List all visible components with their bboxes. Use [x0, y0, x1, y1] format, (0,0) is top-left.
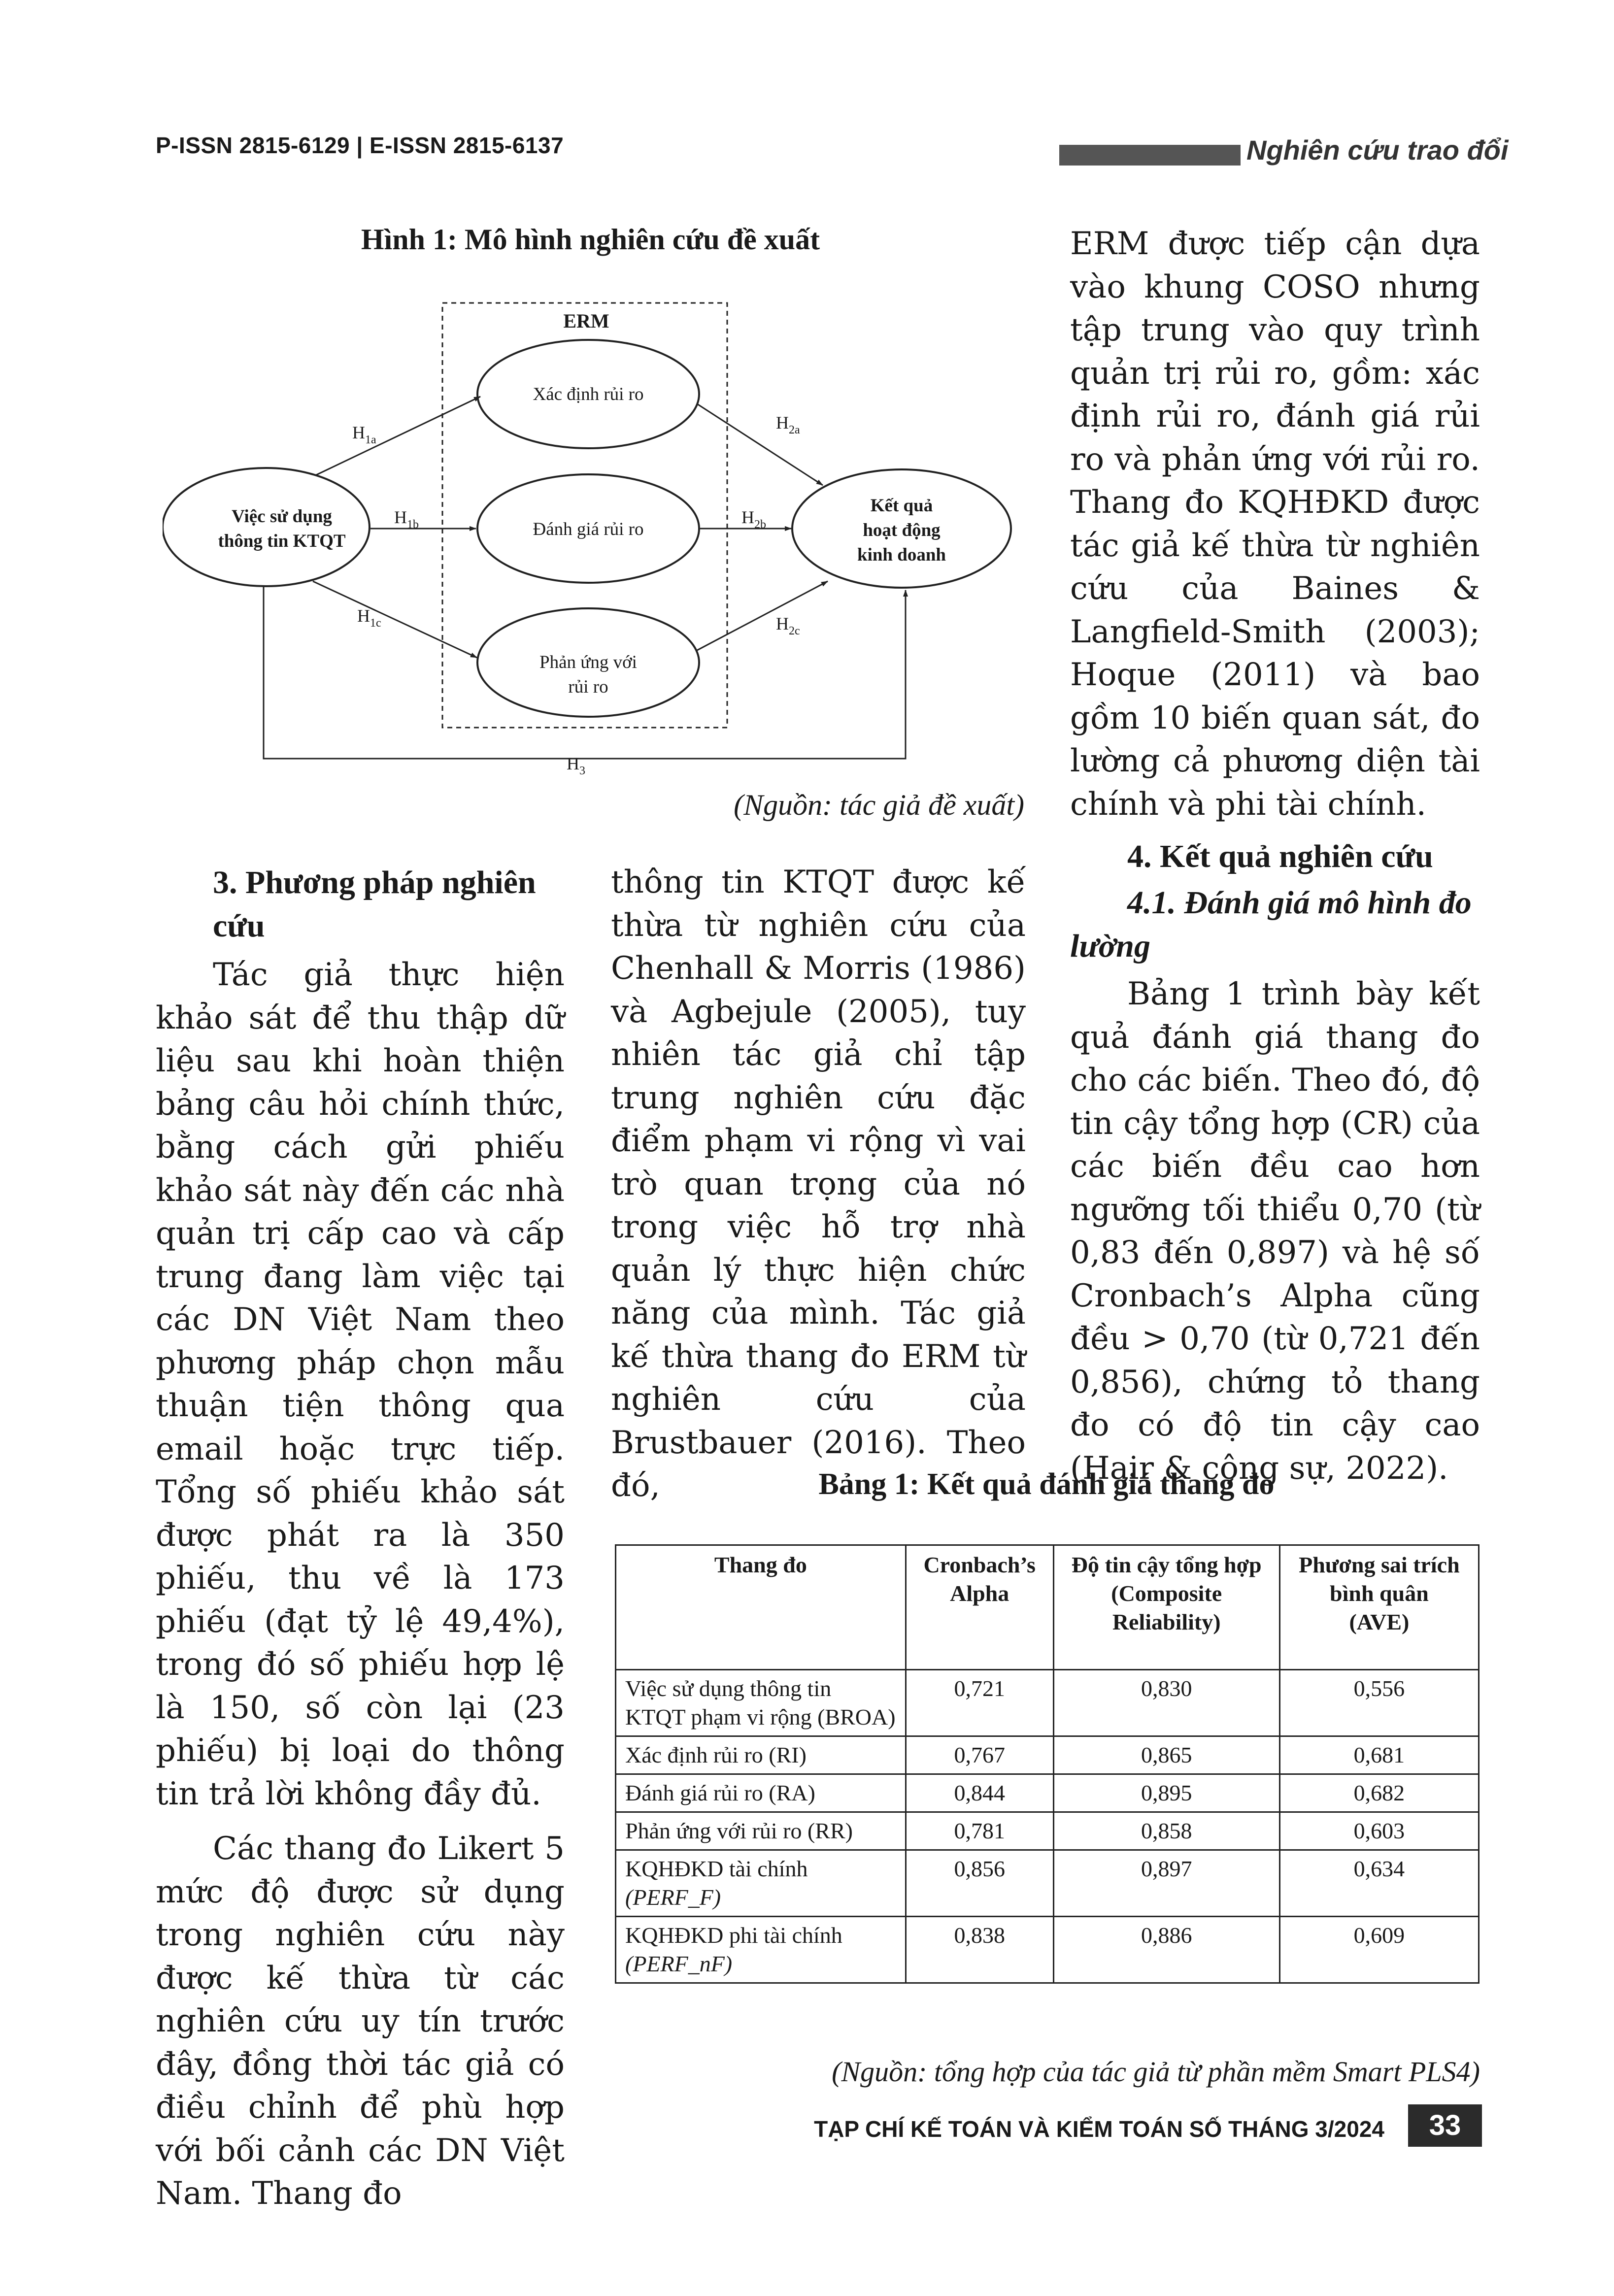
header-cronbach-alpha: Cronbach’s Alpha [906, 1545, 1053, 1670]
table-row [616, 1917, 1479, 1983]
node-identify-risk-label: Xác định rủi ro [533, 384, 644, 404]
measurement-results-table [615, 1544, 1480, 1984]
arrow-h1c [313, 581, 477, 658]
table-source: (Nguồn: tổng hợp của tác giả từ phần mềm Smart PLS4) [832, 2056, 1480, 2088]
arrow-h2a [697, 404, 823, 485]
table-row [616, 1736, 1479, 1774]
row-alpha: 0,844 [906, 1774, 1053, 1812]
label-h1a: $H_{1a}$ [352, 423, 376, 446]
section-3-heading: 3. Phương pháp nghiên cứu [213, 865, 536, 944]
page-number: 33 [1408, 2104, 1482, 2147]
right-column-body-1 [1070, 223, 1480, 826]
section-4-1-heading: 4.1. Đánh giá mô hình đo lường [1070, 885, 1472, 964]
node-outcome-line2: hoạt động [863, 520, 941, 540]
right-paragraph-2: Bảng 1 trình bày kết quả đánh giá thang đo cho các biến. Theo đó, độ tin cậy tổng hợp (CR) của các biến đều cao hơn ngưỡng tối thiểu 0,70 (từ 0,83 đến 0,897) và hệ số Cronbach’s Alpha cũng đều > 0,70 (từ 0,721 đến 0,856), chứng tỏ thang đo có độ tin cậy cao (Hair & cộng sự, 2022). [1070, 976, 1480, 1487]
row-scale-name: Việc sử dụng thông tin KTQT phạm vi rộng (BROA) [616, 1670, 906, 1736]
row-ave: 0,609 [1279, 1917, 1479, 1983]
header-scale: Thang đo [616, 1545, 906, 1670]
right-paragraph-1: ERM được tiếp cận dựa vào khung COSO nhưng tập trung vào quy trình quản trị rủi ro, gồm: xác định rủi ro, đánh giá rủi ro và phản ứng với rủi ro. Thang đo KQHĐKD được tác giả kế thừa từ nghiên cứu của Baines & Langfield-Smith (2003); Hoque (2011) và bao gồm 10 biến quan sát, đo lường cả phương diện tài chính và phi tài chính. [1070, 226, 1480, 823]
label-h2c: $H_{2c}$ [776, 614, 800, 637]
row-scale-name: Đánh giá rủi ro (RA) [616, 1774, 906, 1812]
arrow-h2c [697, 581, 828, 650]
row-alpha: 0,721 [906, 1670, 1053, 1736]
row-ave: 0,681 [1279, 1736, 1479, 1774]
row-cr: 0,886 [1053, 1917, 1279, 1983]
label-h3: $H_3$ [567, 754, 585, 777]
issn-header: P-ISSN 2815-6129 | E-ISSN 2815-6137 [156, 133, 564, 158]
row-ave: 0,682 [1279, 1774, 1479, 1812]
left-column [156, 861, 565, 2216]
table-title: Bảng 1: Kết quả đánh giá thang đo [818, 1467, 1275, 1501]
row-cr: 0,858 [1053, 1812, 1279, 1850]
research-model-diagram [163, 296, 1025, 783]
table-row [616, 1670, 1479, 1736]
label-h2a: $H_{2a}$ [776, 413, 800, 436]
node-ktqt-usage-line1: Việc sử dụng [232, 506, 332, 527]
journal-footer: TẠP CHÍ KẾ TOÁN VÀ KIỂM TOÁN SỐ THÁNG 3/2024 [814, 2116, 1384, 2142]
row-alpha: 0,781 [906, 1812, 1053, 1850]
middle-paragraph: thông tin KTQT được kế thừa từ nghiên cứu của Chenhall & Morris (1986) và Agbejule (2005), tuy nhiên tác giả chỉ tập trung nghiên cứu đặc điểm phạm vi rộng vì vai trò quan trọng của nó trong việc hỗ trợ nhà quản lý thực hiện chức năng của mình. Tác giả kế thừa thang đo ERM từ nghiên cứu của Brustbauer (2016). Theo đó, [611, 864, 1026, 1504]
table-row [616, 1812, 1479, 1850]
row-cr: 0,897 [1053, 1850, 1279, 1917]
node-outcome-line1: Kết quả [870, 496, 933, 516]
label-h1b: $H_{1b}$ [394, 507, 419, 531]
node-assess-risk-label: Đánh giá rủi ro [533, 519, 644, 539]
row-scale-name: Phản ứng với rủi ro (RR) [616, 1812, 906, 1850]
erm-label: ERM [563, 310, 609, 332]
right-column [1070, 223, 1480, 1490]
node-respond-risk-line1: Phản ứng với [539, 652, 637, 672]
row-ave: 0,634 [1279, 1850, 1479, 1917]
row-ave: 0,556 [1279, 1670, 1479, 1736]
left-paragraph-2: Các thang đo Likert 5 mức độ được sử dụng trong nghiên cứu này được kế thừa từ các nghiên cứu uy tín trước đây, đồng thời tác giả có điều chỉnh để phù hợp với bối cảnh các DN Việt Nam. Thang đo [156, 1830, 565, 2212]
node-outcome-line3: kinh doanh [857, 545, 946, 565]
row-cr: 0,865 [1053, 1736, 1279, 1774]
figure-source: (Nguồn: tác giả đề xuất) [734, 789, 1024, 821]
left-column-body [156, 954, 565, 2216]
right-column-body-2 [1070, 973, 1480, 1490]
header-composite-reliability: Độ tin cậy tổng hợp (Composite Reliability) [1053, 1545, 1279, 1670]
row-alpha: 0,838 [906, 1917, 1053, 1983]
header-decor-bar [1059, 145, 1241, 166]
row-ave: 0,603 [1279, 1812, 1479, 1850]
section-4-heading: 4. Kết quả nghiên cứu [1127, 838, 1433, 874]
row-cr: 0,895 [1053, 1774, 1279, 1812]
row-alpha: 0,856 [906, 1850, 1053, 1917]
label-h2b: $H_{2b}$ [741, 507, 766, 531]
middle-column [611, 861, 1026, 1508]
node-ktqt-usage-line2: thông tin KTQT [218, 531, 346, 551]
table-row [616, 1850, 1479, 1917]
header-ave: Phương sai trích bình quân (AVE) [1279, 1545, 1479, 1670]
label-h1c: $H_{1c}$ [357, 606, 381, 630]
middle-column-body [611, 861, 1026, 1508]
row-cr: 0,830 [1053, 1670, 1279, 1736]
section-label: Nghiên cứu trao đổi [1246, 134, 1509, 166]
table-row [616, 1774, 1479, 1812]
row-alpha: 0,767 [906, 1736, 1053, 1774]
node-respond-risk-line2: rủi ro [568, 677, 608, 697]
left-paragraph-1: Tác giả thực hiện khảo sát để thu thập dữ liệu sau khi hoàn thiện bảng câu hỏi chính thức, bằng cách gửi phiếu khảo sát này đến các nhà quản trị cấp cao và cấp trung đang làm việc tại các DN Việt Nam theo phương pháp chọn mẫu thuận tiện thông qua email hoặc trực tiếp. Tổng số phiếu khảo sát được phát ra là 350 phiếu, thu về là 173 phiếu (đạt tỷ lệ 49,4%), trong đó số phiếu hợp lệ là 150, số còn lại (23 phiếu) bị loại do thông tin trả lời không đầy đủ. [156, 957, 565, 1812]
node-ktqt-usage [163, 468, 370, 586]
row-scale-name: KQHĐKD tài chính (PERF_F) [616, 1850, 906, 1917]
table-header-row [616, 1545, 1479, 1670]
row-scale-name: KQHĐKD phi tài chính (PERF_nF) [616, 1917, 906, 1983]
arrow-h1a [315, 397, 480, 475]
row-scale-name: Xác định rủi ro (RI) [616, 1736, 906, 1774]
figure-title: Hình 1: Mô hình nghiên cứu đề xuất [361, 223, 820, 256]
